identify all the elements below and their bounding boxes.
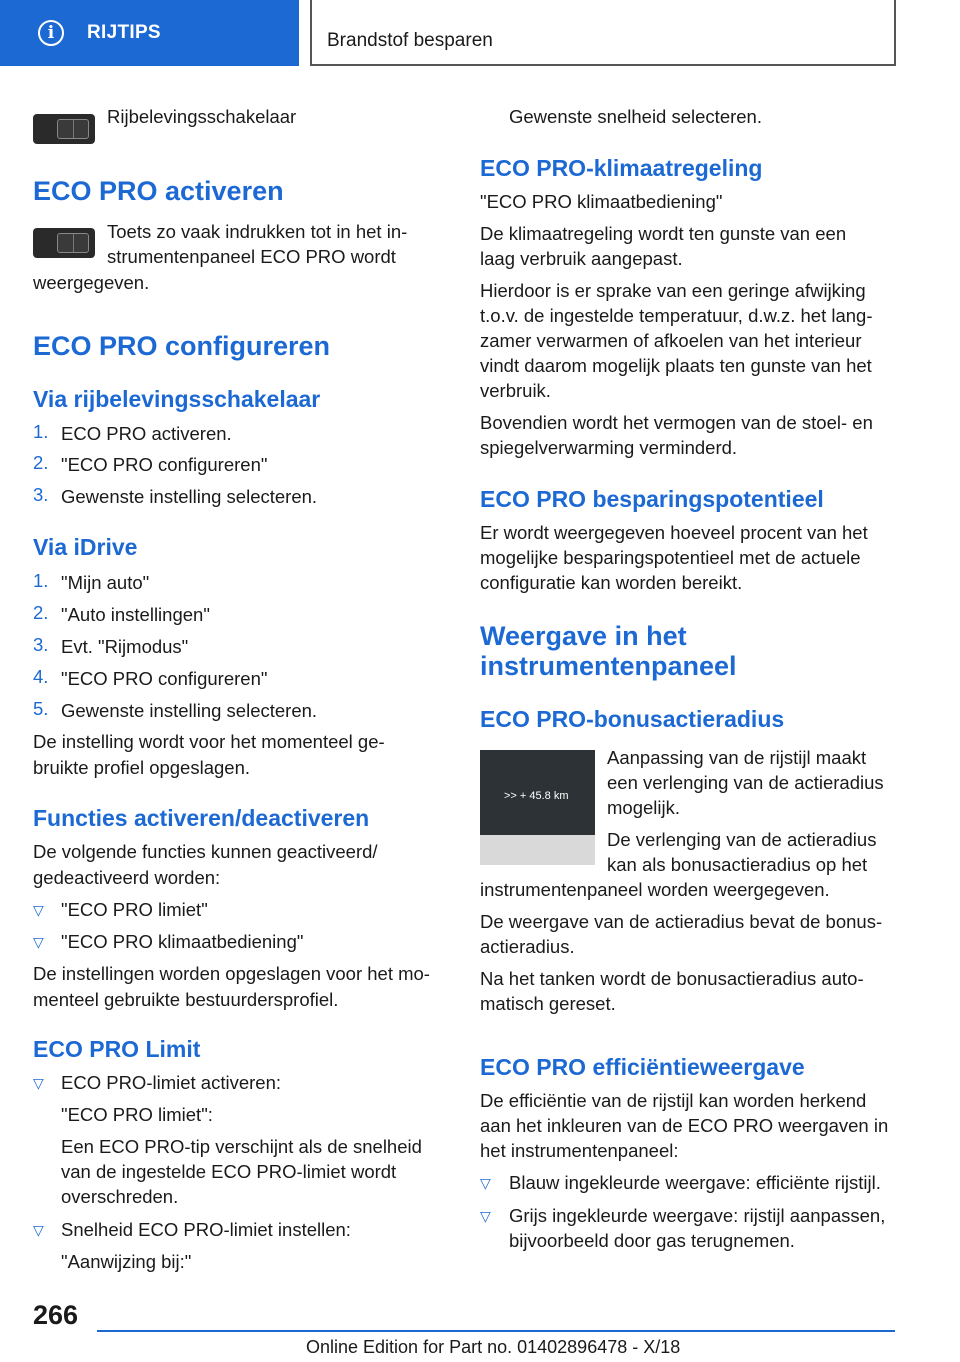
bullet-triangle-icon: ▽	[480, 1208, 491, 1224]
limit-sub: overschreden.	[61, 1186, 179, 1207]
driving-experience-switch-icon	[33, 228, 95, 258]
heading-display: instrumentenpaneel	[480, 651, 737, 681]
step-number: 1.	[33, 570, 49, 591]
right-top-text: Gewenste snelheid selecteren.	[509, 106, 762, 127]
climate-text: "ECO PRO klimaatbediening"	[480, 191, 723, 212]
climate-text: laag verbruik aangepast.	[480, 248, 683, 269]
step-number: 5.	[33, 698, 49, 719]
footer-edition: Online Edition for Part no. 01402896478 - X/18	[306, 1337, 681, 1357]
idrive-note: De instelling wordt voor het momenteel ge-	[33, 731, 385, 752]
heading-bonus: ECO PRO-bonusactieradius	[480, 706, 785, 732]
activate-text: weergegeven.	[33, 272, 150, 293]
step-text: "ECO PRO configureren"	[61, 454, 268, 475]
step-number: 3.	[33, 484, 49, 505]
info-icon: i	[38, 20, 64, 46]
switch-caption: Rijbelevingsschakelaar	[107, 106, 297, 127]
efficiency-text: het instrumentenpaneel:	[480, 1140, 679, 1161]
heading-climate: ECO PRO-klimaatregeling	[480, 155, 763, 181]
bullet-triangle-icon: ▽	[480, 1175, 491, 1191]
step-number: 4.	[33, 666, 49, 687]
functions-intro: De volgende functies kunnen geactiveerd/	[33, 841, 378, 862]
savings-text: mogelijke besparingspotentieel met de actuele	[480, 547, 861, 568]
bonus-text: mogelijk.	[607, 797, 680, 818]
bonus-text: Na het tanken wordt de bonusactieradius auto-	[480, 968, 864, 989]
climate-text: Hierdoor is er sprake van een geringe afwijking	[480, 280, 866, 301]
functions-note: menteel gebruikte bestuurdersprofiel.	[33, 989, 339, 1010]
bullet-triangle-icon: ▽	[33, 1222, 44, 1238]
bonus-text: instrumentenpaneel worden weergegeven.	[480, 879, 830, 900]
bonus-text: kan als bonusactieradius op het	[607, 854, 868, 875]
bullet-triangle-icon: ▽	[33, 1075, 44, 1091]
climate-text: t.o.v. de ingestelde temperatuur, d.w.z. het lang-	[480, 305, 873, 326]
climate-text: verbruik.	[480, 380, 551, 401]
functions-note: De instellingen worden opgeslagen voor het mo-	[33, 963, 430, 984]
activate-text: Toets zo vaak indrukken tot in het in-	[107, 221, 408, 242]
step-text: Evt. "Rijmodus"	[61, 636, 189, 657]
step-text: ECO PRO activeren.	[61, 423, 232, 444]
climate-text: De klimaatregeling wordt ten gunste van een	[480, 223, 847, 244]
limit-bullet: ECO PRO-limiet activeren:	[61, 1072, 281, 1093]
efficiency-text: aan het inkleuren van de ECO PRO weergaven in	[480, 1115, 889, 1136]
function-item: "ECO PRO klimaatbediening"	[61, 931, 304, 952]
heading-via-switch: Via rijbelevingsschakelaar	[33, 386, 321, 412]
heading-functions: Functies activeren/deactiveren	[33, 805, 370, 831]
limit-sub: van de ingestelde ECO PRO-limiet wordt	[61, 1161, 397, 1182]
bonus-text: matisch gereset.	[480, 993, 616, 1014]
heading-configure: ECO PRO configureren	[33, 331, 331, 361]
climate-text: spiegelverwarming verminderd.	[480, 437, 738, 458]
bonus-text: De verlenging van de actieradius	[607, 829, 877, 850]
efficiency-bullet: Grijs ingekleurde weergave: rijstijl aanpassen,	[509, 1205, 886, 1226]
header-title-box	[310, 0, 896, 66]
climate-text: vindt daarom mogelijk plaats ten gunste van het	[480, 355, 872, 376]
bonus-text: Aanpassing van de rijstijl maakt	[607, 747, 867, 768]
step-text: "Auto instellingen"	[61, 604, 210, 625]
bonus-text: een verlenging van de actieradius	[607, 772, 884, 793]
efficiency-bullet: Blauw ingekleurde weergave: efficiënte rijstijl.	[509, 1172, 881, 1193]
step-text: Gewenste instelling selecteren.	[61, 700, 318, 721]
heading-limit: ECO PRO Limit	[33, 1036, 201, 1062]
functions-intro: gedeactiveerd worden:	[33, 867, 221, 888]
step-text: Gewenste instelling selecteren.	[61, 486, 318, 507]
heading-idrive: Via iDrive	[33, 534, 138, 560]
step-number: 1.	[33, 421, 49, 442]
step-text: "Mijn auto"	[61, 572, 150, 593]
climate-text: Bovendien wordt het vermogen van de stoel- en	[480, 412, 873, 433]
page-title: Brandstof besparen	[327, 30, 493, 51]
idrive-note: bruikte profiel opgeslagen.	[33, 757, 251, 778]
bonus-text: actieradius.	[480, 936, 575, 957]
instrument-panel-image	[480, 750, 595, 865]
heading-efficiency: ECO PRO efficiëntieweergave	[480, 1054, 805, 1080]
footer-divider	[97, 1330, 895, 1332]
header-section-tab[interactable]	[0, 0, 299, 66]
efficiency-text: De efficiëntie van de rijstijl kan worden herkend	[480, 1090, 867, 1111]
limit-sub: Een ECO PRO-tip verschijnt als de snelheid	[61, 1136, 422, 1157]
heading-savings: ECO PRO besparingspotentieel	[480, 486, 824, 512]
savings-text: Er wordt weergegeven hoeveel procent van het	[480, 522, 868, 543]
limit-bullet: Snelheid ECO PRO-limiet instellen:	[61, 1219, 351, 1240]
step-text: "ECO PRO configureren"	[61, 668, 268, 689]
bullet-triangle-icon: ▽	[33, 902, 44, 918]
heading-display: Weergave in het	[480, 621, 687, 651]
range-readout: >> + 45.8 km	[504, 790, 569, 802]
page-number: 266	[33, 1300, 79, 1330]
header-section-label: RIJTIPS	[87, 22, 161, 43]
heading-activate: ECO PRO activeren	[33, 176, 284, 206]
efficiency-bullet: bijvoorbeeld door gas terugnemen.	[509, 1230, 795, 1251]
step-number: 2.	[33, 602, 49, 623]
function-item: "ECO PRO limiet"	[61, 899, 208, 920]
step-number: 3.	[33, 634, 49, 655]
savings-text: configuratie kan worden bereikt.	[480, 572, 743, 593]
step-number: 2.	[33, 452, 49, 473]
limit-sub: "Aanwijzing bij:"	[61, 1251, 192, 1272]
limit-sub: "ECO PRO limiet":	[61, 1104, 213, 1125]
activate-text: strumentenpaneel ECO PRO wordt	[107, 246, 396, 267]
bonus-text: De weergave van de actieradius bevat de bonus-	[480, 911, 883, 932]
driving-experience-switch-icon	[33, 114, 95, 144]
climate-text: zamer verwarmen of afkoelen van het interieur	[480, 330, 862, 351]
bullet-triangle-icon: ▽	[33, 934, 44, 950]
